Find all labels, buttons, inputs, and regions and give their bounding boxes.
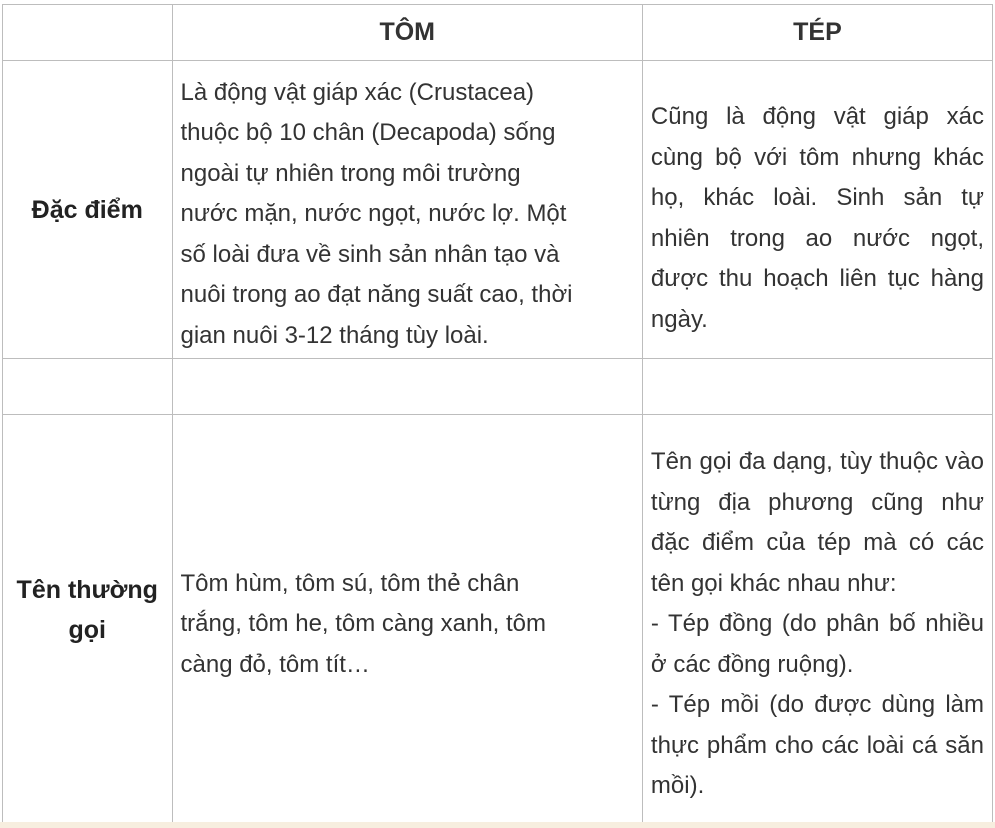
row-label-empty bbox=[3, 359, 173, 415]
cell-tep-dac-diem: Cũng là động vật giáp xác cùng bộ với tôm nhưng khác họ, khác loài. Sinh sản tự nhiên trong ao nước ngọt, được thu hoạch liên tục hàng ngày. bbox=[642, 61, 992, 359]
header-empty-cell bbox=[3, 5, 173, 61]
row-label-dac-diem: Đặc điểm bbox=[3, 61, 173, 359]
header-tep: TÉP bbox=[642, 5, 992, 61]
table-row bbox=[3, 415, 993, 828]
comparison-table bbox=[2, 4, 993, 828]
table-row bbox=[3, 359, 993, 415]
table-header-row bbox=[3, 5, 993, 61]
cell-tom-ten-thuong-goi: Tôm hùm, tôm sú, tôm thẻ chân trắng, tôm he, tôm càng xanh, tôm càng đỏ, tôm tít… bbox=[172, 415, 642, 828]
header-tom: TÔM bbox=[172, 5, 642, 61]
cell-tom-empty bbox=[172, 359, 642, 415]
table-row bbox=[3, 61, 993, 359]
row-label-ten-thuong-goi: Tên thường gọi bbox=[3, 415, 173, 828]
cell-tep-ten-thuong-goi: Tên gọi đa dạng, tùy thuộc vào từng địa phương cũng như đặc điểm của tép mà có các tên gọi khác nhau như: - Tép đồng (do phân bố nhiều ở các đồng ruộng). - Tép mồi (do được dùng làm thực phẩm cho các loài cá săn mồi). bbox=[642, 415, 992, 828]
cell-tom-dac-diem: Là động vật giáp xác (Crustacea) thuộc bộ 10 chân (Decapoda) sống ngoài tự nhiên trong môi trường nước mặn, nước ngọt, nước lợ. Một số loài đưa về sinh sản nhân tạo và nuôi trong ao đạt năng suất cao, thời gian nuôi 3-12 tháng tùy loài. bbox=[172, 61, 642, 359]
page-bottom-band bbox=[0, 822, 995, 828]
cell-tep-empty bbox=[642, 359, 992, 415]
